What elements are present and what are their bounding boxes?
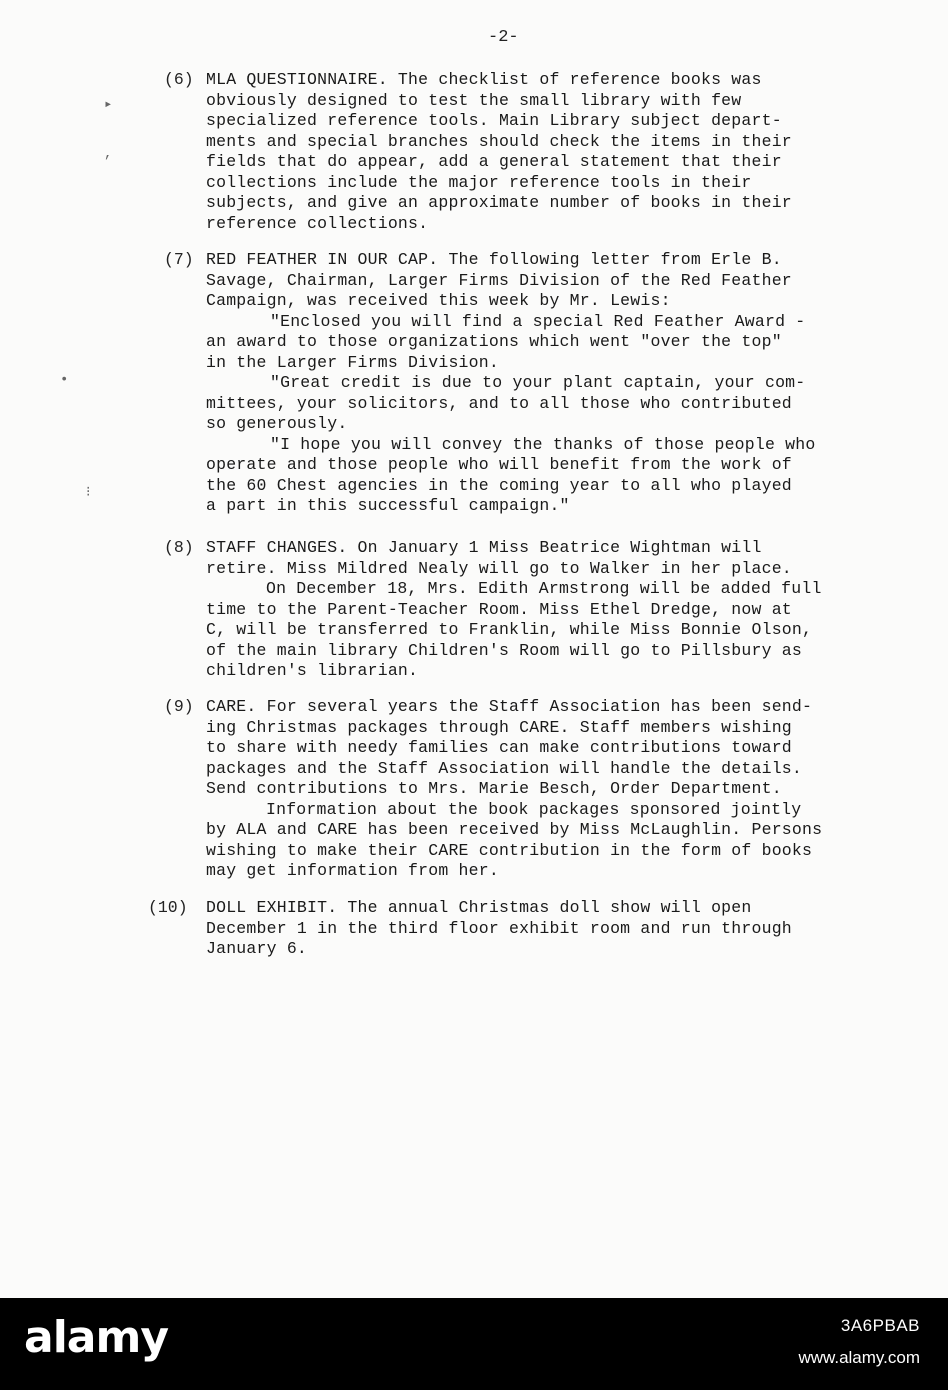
text-line: CARE. For several years the Staff Association has been send-	[206, 697, 813, 716]
text-line: STAFF CHANGES. On January 1 Miss Beatrice Wightman will	[206, 538, 762, 557]
text-line: obviously designed to test the small library with few	[206, 90, 742, 110]
watermark-banner	[0, 1298, 948, 1390]
text-line: collections include the major reference tools in their	[206, 172, 752, 192]
text-line: operate and those people who will benefit from the work of	[206, 455, 792, 474]
text-line: by ALA and CARE has been received by Miss McLaughlin. Persons	[206, 820, 823, 839]
text-line: children's librarian.	[206, 661, 419, 680]
margin-mark: ⁝	[86, 485, 91, 501]
text-line: ments and special branches should check the items in their	[206, 131, 792, 151]
text-line: fields that do appear, add a general statement that their	[206, 152, 782, 171]
text-line: so generously.	[206, 414, 348, 433]
text-line: RED FEATHER IN OUR CAP. The following letter from Erle B.	[206, 250, 782, 269]
page-number: -2-	[488, 28, 519, 47]
item-number: (9)	[164, 697, 194, 716]
text-line: subjects, and give an approximate number of books in their	[206, 193, 792, 212]
text-line: "I hope you will convey the thanks of those people who	[270, 434, 816, 454]
text-line: C, will be transferred to Franklin, while Miss Bonnie Olson,	[206, 620, 813, 639]
source-url: www.alamy.com	[798, 1348, 920, 1367]
item-number: (8)	[164, 538, 194, 557]
text-line: Savage, Chairman, Larger Firms Division of the Red Feather	[206, 270, 792, 290]
text-line: Campaign, was received this week by Mr. Lewis:	[206, 291, 671, 310]
text-line: may get information from her.	[206, 861, 499, 880]
text-line: "Enclosed you will find a special Red Feather Award -	[270, 311, 806, 331]
text-line: packages and the Staff Association will handle the details.	[206, 758, 802, 778]
margin-mark: ▸	[104, 97, 113, 113]
text-line: ing Christmas packages through CARE. Staff members wishing	[206, 717, 792, 737]
text-line: time to the Parent-Teacher Room. Miss Ethel Dredge, now at	[206, 599, 792, 619]
item-number: (7)	[164, 250, 194, 269]
text-line: "Great credit is due to your plant captain, your com-	[270, 373, 806, 392]
text-line: reference collections.	[206, 213, 429, 233]
text-line: December 1 in the third floor exhibit room and run through	[206, 918, 792, 938]
text-line: to share with needy families can make contributions toward	[206, 738, 792, 757]
text-line: an award to those organizations which went "over the top"	[206, 332, 782, 351]
item-number: (6)	[164, 70, 194, 89]
text-line: MLA QUESTIONNAIRE. The checklist of reference books was	[206, 70, 762, 89]
text-line: Information about the book packages sponsored jointly	[266, 799, 802, 819]
text-line: mittees, your solicitors, and to all those who contributed	[206, 393, 792, 413]
margin-mark: ,	[104, 146, 113, 162]
text-line: Send contributions to Mrs. Marie Besch, Order Department.	[206, 779, 782, 798]
text-line: DOLL EXHIBIT. The annual Christmas doll show will open	[206, 898, 752, 917]
text-line: January 6.	[206, 939, 308, 958]
image-id: 3A6PBAB	[840, 1316, 920, 1335]
item-number: (10)	[148, 898, 188, 917]
text-line: a part in this successful campaign."	[206, 496, 570, 515]
brand-logo: alamy	[24, 1312, 168, 1363]
text-line: of the main library Children's Room will go to Pillsbury as	[206, 640, 802, 660]
text-line: retire. Miss Mildred Nealy will go to Walker in her place.	[206, 558, 792, 578]
text-line: the 60 Chest agencies in the coming year to all who played	[206, 475, 792, 495]
margin-mark: •	[60, 372, 69, 388]
text-line: wishing to make their CARE contribution in the form of books	[206, 840, 813, 860]
text-line: On December 18, Mrs. Edith Armstrong will be added full	[266, 579, 822, 598]
text-line: specialized reference tools. Main Library subject depart-	[206, 111, 782, 130]
text-line: in the Larger Firms Division.	[206, 352, 499, 372]
